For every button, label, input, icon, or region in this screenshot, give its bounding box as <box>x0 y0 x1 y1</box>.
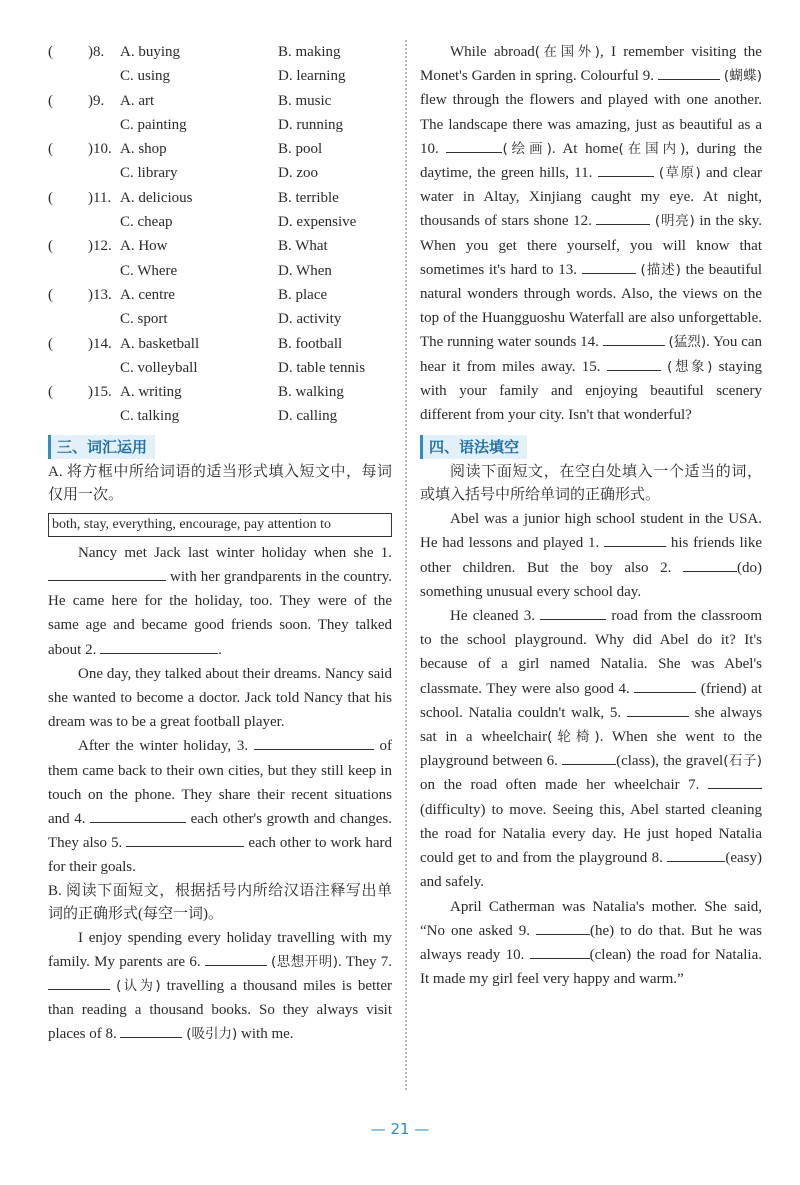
choice-row <box>48 186 392 210</box>
choice-row <box>48 137 392 161</box>
choice-row <box>48 64 392 88</box>
blank-7[interactable] <box>48 974 110 990</box>
option-d: D. table tennis <box>278 359 366 376</box>
right-column <box>420 40 762 991</box>
answer-paren-open[interactable]: ( <box>48 92 53 109</box>
option-b: B. making <box>278 44 341 60</box>
option-c: C. library <box>120 165 178 182</box>
grammar-blank-8[interactable] <box>667 846 725 862</box>
paragraph-a2: One day, they talked about their dreams. Nancy said she wanted to become a doctor. Jack told Nancy that his dream was to be a great football player. <box>48 665 392 731</box>
option-c: C. sport <box>120 311 168 328</box>
option-a: A. How <box>120 238 168 255</box>
option-c: C. talking <box>120 408 180 425</box>
option-a: A. buying <box>120 44 180 60</box>
multiple-choice-list <box>48 40 392 429</box>
choice-row <box>48 356 392 380</box>
paragraph-g1: Abel was a junior high school student in the USA. He had lessons and played 1. his friends like other children. But the boy also 2. (do) something unusual every school day. <box>420 511 763 600</box>
blank-1[interactable] <box>48 565 166 581</box>
blank-5[interactable] <box>126 831 244 847</box>
grammar-blank-10[interactable] <box>530 943 590 959</box>
paragraph-a3: After the winter holiday, 3. of them came back to their own cities, but they still keep in touch on the phone. They share their recent situations and 4. each other's growth and changes. They also 5. each other to work hard for their goals. <box>48 734 392 879</box>
option-b: B. place <box>278 286 328 303</box>
option-a: A. art <box>120 92 155 109</box>
option-b: B. football <box>278 335 343 352</box>
section-4-title: 四、语法填空 <box>420 435 527 459</box>
grammar-blank-3[interactable] <box>540 604 606 620</box>
option-c: C. painting <box>120 116 187 133</box>
grammar-blank-6[interactable] <box>562 749 616 765</box>
answer-paren-open[interactable]: ( <box>48 384 53 401</box>
answer-paren-open[interactable]: ( <box>48 141 53 158</box>
paragraph-a1: Nancy met Jack last winter holiday when she 1. with her grandparents in the country. He came here for the holiday, too. They were of the same age and became good friends soon. They talked about 2. . <box>48 544 392 658</box>
option-d: D. zoo <box>278 165 318 182</box>
option-a: A. basketball <box>120 335 200 352</box>
choice-row <box>48 113 392 137</box>
option-c: C. using <box>120 68 171 85</box>
option-b: B. terrible <box>278 189 339 206</box>
answer-paren-open[interactable]: ( <box>48 286 53 303</box>
option-a: A. delicious <box>120 189 193 206</box>
option-b: B. walking <box>278 384 344 401</box>
left-column <box>48 40 392 1047</box>
option-c: C. cheap <box>120 214 173 231</box>
option-c: C. Where <box>120 262 178 279</box>
choice-row <box>48 283 392 307</box>
blank-4[interactable] <box>90 807 186 823</box>
question-number: )14. <box>88 335 112 352</box>
option-d: D. learning <box>278 68 346 85</box>
paragraph-b1: I enjoy spending every holiday travelling with my family. My parents are 6. (思想开明). They 7. (认为) travelling a thousand miles is better than reading a thousand books. So they always visit places of 8. (吸引力) with me. <box>48 929 392 1043</box>
question-number: )9. <box>88 92 105 109</box>
page-number: — 21 — <box>370 1120 430 1138</box>
answer-paren-open[interactable]: ( <box>48 238 53 255</box>
choice-row <box>48 234 392 258</box>
question-number: )10. <box>88 141 112 158</box>
choice-row <box>48 89 392 113</box>
grammar-blank-9[interactable] <box>536 919 590 935</box>
section-3-title: 三、词汇运用 <box>48 435 155 459</box>
choice-row <box>48 404 392 428</box>
part-b-instructions: B. 阅读下面短文，根据括号内所给汉语注释写出单词的正确形式(每空一词)。 <box>48 882 392 922</box>
blank-12[interactable] <box>596 209 650 225</box>
grammar-blank-4[interactable] <box>634 677 696 693</box>
choice-row <box>48 307 392 331</box>
blank-11[interactable] <box>598 161 654 177</box>
option-d: D. activity <box>278 311 342 328</box>
word-box: both, stay, everything, encourage, pay attention to <box>48 513 392 537</box>
blank-9[interactable] <box>658 64 720 80</box>
grammar-blank-5[interactable] <box>627 701 689 717</box>
option-d: D. running <box>278 116 343 133</box>
answer-paren-open[interactable]: ( <box>48 44 53 60</box>
option-d: D. expensive <box>278 214 357 231</box>
blank-2[interactable] <box>100 638 218 654</box>
option-b: B. pool <box>278 141 323 158</box>
option-a: A. shop <box>120 141 167 158</box>
choice-row <box>48 332 392 356</box>
blank-3[interactable] <box>254 734 374 750</box>
choice-row <box>48 380 392 404</box>
grammar-blank-2[interactable] <box>683 556 737 572</box>
choice-row <box>48 161 392 185</box>
paragraph-b2: While abroad(在国外), I remember visiting the Monet's Garden in spring. Colourful 9. (蝴蝶) flew through the flowers and played with one another. The landscape there was amazing, just as beautiful as a 10. (绘画). At home(在国内), during the daytime, the green hills, 11. (草原) and clear water in Altay, Xinjiang caught my eye. At night, thousands of stars shone 12. (明亮) in the sky. When you get there yourself, you will know that sometimes it's hard to 13. (描述) the beautiful natural wonders through words. Also, the views on the top of the Huangguoshu Waterfall are also unforgettable. The running water sounds 14. (猛烈). You can hear it from miles away. 15. (想象) staying with your family and enjoying beautiful scenery different from your city. Isn't that wonderful? <box>420 44 763 424</box>
option-b: B. music <box>278 92 332 109</box>
grammar-blank-1[interactable] <box>604 531 666 547</box>
question-number: )8. <box>88 44 105 60</box>
blank-15[interactable] <box>607 355 661 371</box>
blank-8[interactable] <box>120 1022 182 1038</box>
blank-6[interactable] <box>205 950 267 966</box>
option-b: B. What <box>278 238 328 255</box>
question-number: )11. <box>88 189 112 206</box>
answer-paren-open[interactable]: ( <box>48 335 53 352</box>
paragraph-g2: He cleaned 3. road from the classroom to the school playground. Why did Abel do it? It's because of a girl named Natalia. She was Abel's classmate. They were also good 4. (friend) at school. Natalia couldn't walk, 5. she always sat in a wheelchair(轮椅). When she went to the playground between 6. (class), the gravel(石子) on the road often made her wheelchair 7. (difficulty) to move. Seeing this, Abel started cleaning the road for Natalia every day. He just hoped Natalia could get to and from the playground 8. (easy) and safely. <box>420 604 762 894</box>
blank-10[interactable] <box>446 137 502 153</box>
question-number: )12. <box>88 238 112 255</box>
option-d: D. When <box>278 262 332 279</box>
choice-row <box>48 40 392 64</box>
paragraph-g3: April Catherman was Natalia's mother. She said, “No one asked 9. (he) to do that. But he was always ready 10. (clean) the road for Natalia. It made my girl feel very happy and warm.” <box>420 898 763 988</box>
section-4-instructions: 阅读下面短文，在空白处填入一个适当的词，或填入括号中所给单词的正确形式。 <box>420 464 762 504</box>
option-a: A. centre <box>120 286 175 303</box>
answer-paren-open[interactable]: ( <box>48 189 53 206</box>
question-number: )15. <box>88 384 112 401</box>
column-divider <box>405 40 407 1090</box>
blank-14[interactable] <box>603 330 665 346</box>
blank-13[interactable] <box>582 258 636 274</box>
option-d: D. calling <box>278 408 338 425</box>
part-a-instructions: A. 将方框中所给词语的适当形式填入短文中，每词仅用一次。 <box>48 463 392 503</box>
choice-row <box>48 210 392 234</box>
choice-row <box>48 259 392 283</box>
option-c: C. volleyball <box>120 359 198 376</box>
question-number: )13. <box>88 286 112 303</box>
grammar-blank-7[interactable] <box>708 773 762 789</box>
option-a: A. writing <box>120 384 182 401</box>
